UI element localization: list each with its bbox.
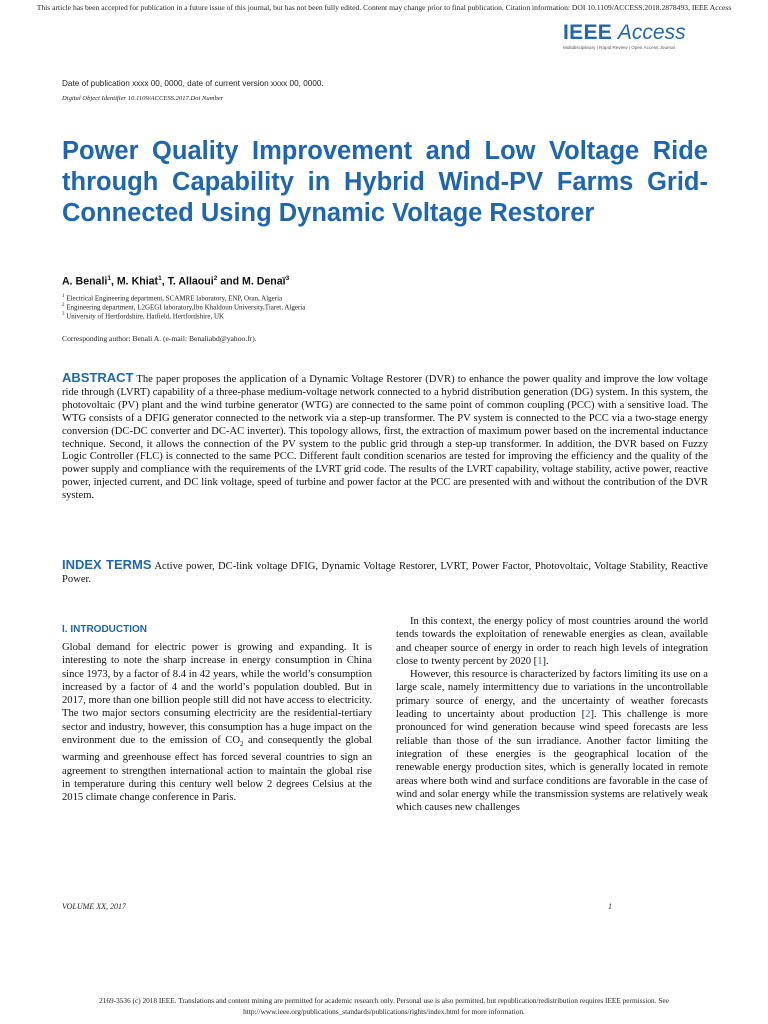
paragraph-text: However, this resource is characterized by factors limiting its use on a large scale, namely intermittency due to variations in the uncontrollable primary source of energy, and the uncertainty of weather forecasts leading to uncertainty about production [: [396, 669, 708, 721]
author-affiliation-mark: 1: [158, 275, 162, 282]
index-terms-heading: INDEX TERMS: [62, 557, 152, 572]
left-column: [62, 641, 372, 805]
journal-notice-header: This article has been accepted for publication in a future issue of this journal, but has not been fully edited. Content may change prior to final publication. Citation information: DOI 10.1109/ACCESS.2018.2878493, IEEE Access: [36, 3, 732, 12]
footer-volume: VOLUME XX, 2017: [62, 902, 126, 911]
affiliation-text: Electrical Engineering department, SCAMRE laboratory, ENP, Oran, Algeria: [66, 294, 283, 303]
ieee-access-logo: [563, 22, 753, 50]
affiliation-text: Engineering department, L2GEGI laboratory,Ibn Khaldoun University,Tiaret, Algeria: [66, 303, 306, 312]
author-separator: ,: [110, 275, 117, 288]
logo-tagline: Multidisciplinary | Rapid Review | Open Access Journal: [563, 45, 675, 50]
affiliation-mark: 1: [62, 294, 65, 299]
paragraph: [396, 615, 708, 668]
index-terms: [62, 558, 708, 586]
author-affiliation-mark: 1: [107, 275, 111, 282]
paragraph-text: ].: [542, 655, 549, 667]
citation-link[interactable]: 2: [585, 709, 591, 721]
abstract-text: The paper proposes the application of a Dynamic Voltage Restorer (DVR) to enhance the power quality and improve the low voltage ride through (LVRT) capability of a three-phase medium-voltage network connected to a hybrid distribution generation (DG) system. In this system, the photovoltaic (PV) plant and the wind turbine generator (WTG) are connected to the same point of common coupling (PCC) with a sensitive load. The WTG consists of a DFIG generator connected to the network via a step-up transformer. The PV system is connected to the PCC via a two-stage energy conversion (DC-DC converter and DC-AC inverter). This topology allows, first, the extraction of maximum power based on the incremental inductance technique. Second, it allows the connection of the PV system to the public grid through a step-up transformer. In addition, the DVR based on Fuzzy Logic Controller (FLC) is connected to the same PCC. Different fault condition scenarios are tested for improving the efficiency and the quality of the power supply and compliance with the requirements of the LVRT grid code. The results of the LVRT capability, voltage stability, active power, reactive power, injected current, and DC link voltage, speed of turbine and power factor at the PCC are presented with and without the contribution of the DVR system.: [62, 374, 708, 502]
paragraph-text: Global demand for electric power is growing and expanding. It is interesting to note the sharp increase in energy consumption in China since 1973, by a factor of 8.4 in 42 years, while the world’s consumption increased by a factor of 4 and the world’s population doubled. But in 2017, more than one billion people still did not have access to electricity. The two major sectors consuming electricity are the residential-tertiary sector and industry, however, this consumption has a huge impact on the environment due to the emission of CO: [62, 642, 372, 747]
author-separator: and: [217, 275, 243, 288]
paragraph-text: and consequently the global warming and greenhouse effect has forced several countries to sign an agreement to strengthen international action to maintain the global rise in temperature during this century well below 2 degrees Celsius at the 2015 climate change conference in Paris.: [62, 735, 372, 804]
right-column: [396, 615, 708, 814]
author-affiliation-mark: 2: [213, 275, 218, 282]
paragraph-text: In this context, the energy policy of most countries around the world tends towards the exploitation of renewable energies as clean, available and cheaper source of energy in order to reach high levels of integration close to twenty percent by 2020 [: [396, 616, 708, 667]
citation-link[interactable]: 1: [537, 655, 543, 667]
author-name: A. Benali: [62, 275, 108, 288]
doi-line: Digital Object Identifier 10.1109/ACCESS.2017.Doi Number: [62, 95, 224, 102]
author-affiliation-mark: 3: [285, 275, 290, 282]
footer-page-number: 1: [608, 902, 612, 911]
logo-access-text: Access: [617, 21, 686, 44]
publication-date: Date of publication xxxx 00, 0000, date of current version xxxx 00, 0000.: [62, 79, 324, 88]
abstract-heading: ABSTRACT: [62, 370, 134, 385]
subscript: 2: [240, 740, 244, 749]
paragraph: [62, 641, 372, 805]
author-name: M. Denaï: [242, 275, 286, 288]
copyright-notice-footer: 2169-3536 (c) 2018 IEEE. Translations and content mining are permitted for academic research only. Personal use is also permitted, but republication/redistribution requires IEEE permission. See http://www.ieee.org/publications_standards/publications/rights/index.html for more information.: [99, 996, 669, 1016]
logo-ieee-text: IEEE: [563, 21, 613, 44]
affiliation: [62, 310, 224, 321]
corresponding-author: Corresponding author: Benali A. (e-mail: Benaliabd@yahoo.fr).: [62, 334, 257, 343]
paragraph: [396, 668, 708, 814]
section-heading-introduction: I. INTRODUCTION: [62, 624, 147, 635]
index-terms-text: Active power, DC-link voltage DFIG, Dynamic Voltage Restorer, LVRT, Power Factor, Photovoltaic, Voltage Stability, Reactive Power.: [62, 561, 708, 585]
author-separator: ,: [161, 275, 168, 288]
author-name: M. Khiat: [116, 275, 159, 288]
author-list: [62, 275, 289, 288]
affiliation-mark: 2: [62, 303, 65, 308]
paper-title: Power Quality Improvement and Low Voltage Ride through Capability in Hybrid Wind-PV Farms Grid-Connected Using Dynamic Voltage Restorer: [62, 137, 708, 227]
affiliation-text: University of Hertfordshire, Hatfield, Hertfordshire, UK: [66, 312, 225, 321]
author-name: T. Allaoui: [167, 275, 214, 288]
paragraph-text: ]. This challenge is more pronounced for wind generation because wind speed forecasts are less reliable than those of the sun irradiance. Another factor limiting the integration of these energies is the geographical location of the renewable energy production sites, which is generally located in remote areas where both wind and surface conditions are favorable in the case of wind and solar energy while the transmission systems are relatively weak which causes new challenges: [396, 709, 708, 814]
affiliation-mark: 3: [62, 312, 65, 317]
abstract: [62, 372, 708, 503]
